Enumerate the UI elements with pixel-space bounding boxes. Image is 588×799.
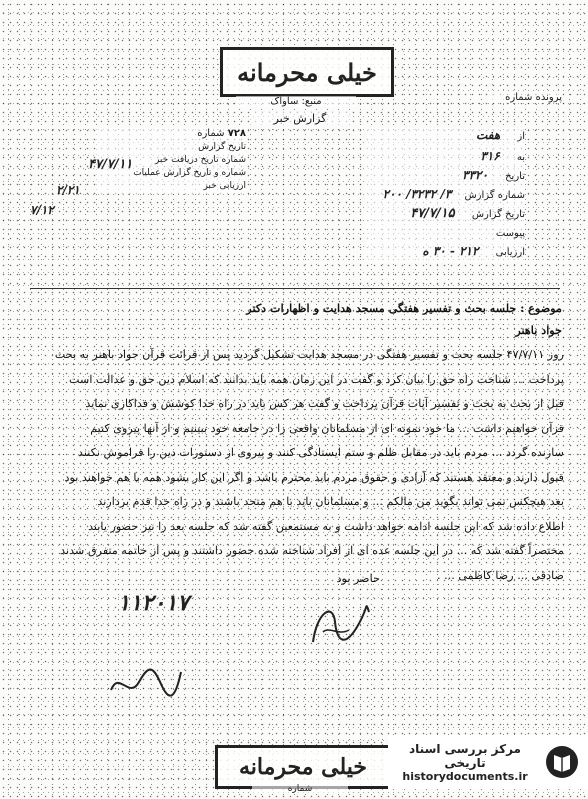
header-divider bbox=[30, 288, 560, 289]
right-meta-label: تاریخ bbox=[505, 171, 525, 182]
archive-book-logo-icon bbox=[544, 744, 580, 780]
source-sub: منبع: ساواک bbox=[236, 96, 356, 107]
body-line: روز ۴۷/۷/۱۱ جلسه بحث و تفسیر هفتگی در مسجد هدایت تشکیل گردید پس از قرائت قرآن جواد باهنر به بحث bbox=[54, 348, 564, 361]
left-meta-item: تاریخ گزارش bbox=[96, 142, 246, 155]
right-meta-row bbox=[365, 206, 525, 225]
report-label: گزارش خبر bbox=[250, 112, 350, 125]
right-meta-label: به bbox=[516, 152, 525, 163]
signature-1-scribble bbox=[305, 592, 375, 652]
right-meta-label: پیوست bbox=[495, 228, 525, 239]
number-value: ۷۲۸ bbox=[227, 128, 246, 139]
right-meta-label: از bbox=[517, 131, 525, 142]
right-meta-row bbox=[365, 128, 525, 149]
right-meta-value: ۳/ ۳۲۳۲/ ۲۰۰ bbox=[382, 187, 452, 201]
subject-line: موضوع : جلسه بحث و تفسیر هفتگی مسجد هدایت و اظهارات دکتر bbox=[246, 301, 562, 315]
body-line: قبل از بحث به بحث و تفسیر آیات قرآن پرداخت و گفت هر کس باید در راه خدا کوشش و فداکاری نماید bbox=[85, 397, 564, 410]
brand-line-2: historydocuments.ir bbox=[402, 769, 528, 783]
body-line: صادقی ... رضا کاظمی ... . bbox=[437, 568, 564, 582]
right-meta-row bbox=[365, 225, 525, 244]
attendance-number: ۱۱۲۰۱۷ bbox=[118, 590, 189, 616]
copy-number-value: ۲/۲۱ bbox=[56, 183, 80, 197]
body-line: مختصراً گفته شد که ... در این جلسه عده ای از افراد شناخته شده حضور داشتند و پس از خاتمه متفرق شدند bbox=[60, 544, 564, 557]
subject-label: موضوع bbox=[528, 301, 562, 315]
signature-1 bbox=[305, 592, 375, 652]
body-line: قبول دارند و معتقد هستند که آزادی و حقوق مردم باید محترم باشد و اگر این کار بشود همه با هم خواهند بود bbox=[64, 470, 564, 484]
number-label: شماره bbox=[197, 128, 225, 139]
archive-brand-watermark bbox=[388, 735, 588, 789]
top-classification-stamp bbox=[220, 47, 394, 97]
stamp-bottom-sub: شماره bbox=[252, 784, 348, 794]
right-meta-value: ۴۷/۷/۱۵ bbox=[410, 206, 455, 221]
right-meta-label: ارزیابی bbox=[495, 247, 525, 258]
copy-number-value-2: ۷/۱۲ bbox=[30, 203, 54, 217]
stamp-bottom-text: خیلی محرمانه bbox=[238, 754, 368, 780]
right-meta-label: تاریخ گزارش bbox=[471, 209, 525, 220]
brand-text-block bbox=[396, 742, 534, 783]
signature-2 bbox=[105, 660, 185, 705]
body-line: سازنده گردد ... مردم باید در مقابل ظلم و ستم ایستادگی کنند و پیروی از دستورات دین را فراموش نکنند bbox=[78, 446, 564, 459]
subject-name: جواد باهنر bbox=[515, 323, 562, 337]
left-meta-item: شماره تاریخ دریافت خبر bbox=[96, 155, 246, 168]
right-meta-row bbox=[365, 187, 525, 206]
right-meta-block bbox=[365, 128, 525, 263]
body-line: قرآن خواهیم داشت ... ما خود نمونه ای از مسلمانان واقعی را در جامعه خود ببینیم و از آنها پیروی کنیم bbox=[90, 421, 564, 435]
report-body bbox=[28, 343, 564, 588]
left-meta-item: شماره و تاریخ گزارش عملیات bbox=[96, 168, 246, 181]
right-meta-value: ۲۱۲ - ۳۰ ه bbox=[422, 244, 479, 258]
right-meta-value: ۳۳۲۰ bbox=[462, 168, 488, 182]
attendance-label: حاضر بود bbox=[336, 572, 380, 585]
report-date-value: ۴۷/۷/۱۱ bbox=[88, 157, 133, 172]
right-meta-row bbox=[365, 168, 525, 187]
left-meta-item: ارزیابی خبر bbox=[96, 181, 246, 194]
file-number-corner: پرونده شماره bbox=[488, 92, 562, 103]
right-meta-value: هفت bbox=[476, 128, 501, 142]
body-line: پرداخت ... شناخت راه حق را بیان کرد و گفت در این زمان همه باید بدانند که اسلام دین حق و عدالت است bbox=[69, 372, 564, 386]
right-meta-value: ۳۱۶ bbox=[480, 149, 500, 163]
right-meta-label: شماره گزارش bbox=[464, 190, 525, 201]
left-number-row bbox=[96, 128, 246, 142]
right-meta-row bbox=[365, 244, 525, 263]
brand-line-1: مرکز بررسی اسناد تاریخی bbox=[409, 741, 521, 770]
stamp-top-text: خیلی محرمانه bbox=[237, 57, 377, 87]
right-meta-row bbox=[365, 149, 525, 168]
body-line: بعد هیچکس نمی تواند بگوید من مالکم ... و مسلمانان باید با هم متحد باشند و در راه خدا قدم بردارند bbox=[97, 495, 564, 508]
bottom-classification-stamp bbox=[215, 745, 391, 789]
body-line: اطلاع داده شد که این جلسه ادامه خواهد داشت و به مستمعین گفته شد که جلسه بعد را نیز حضور یابند bbox=[88, 519, 564, 533]
subject-text: جلسه بحث و تفسیر هفتگی مسجد هدایت و اظهارات دکتر bbox=[246, 301, 517, 315]
signature-2-scribble bbox=[105, 660, 185, 705]
